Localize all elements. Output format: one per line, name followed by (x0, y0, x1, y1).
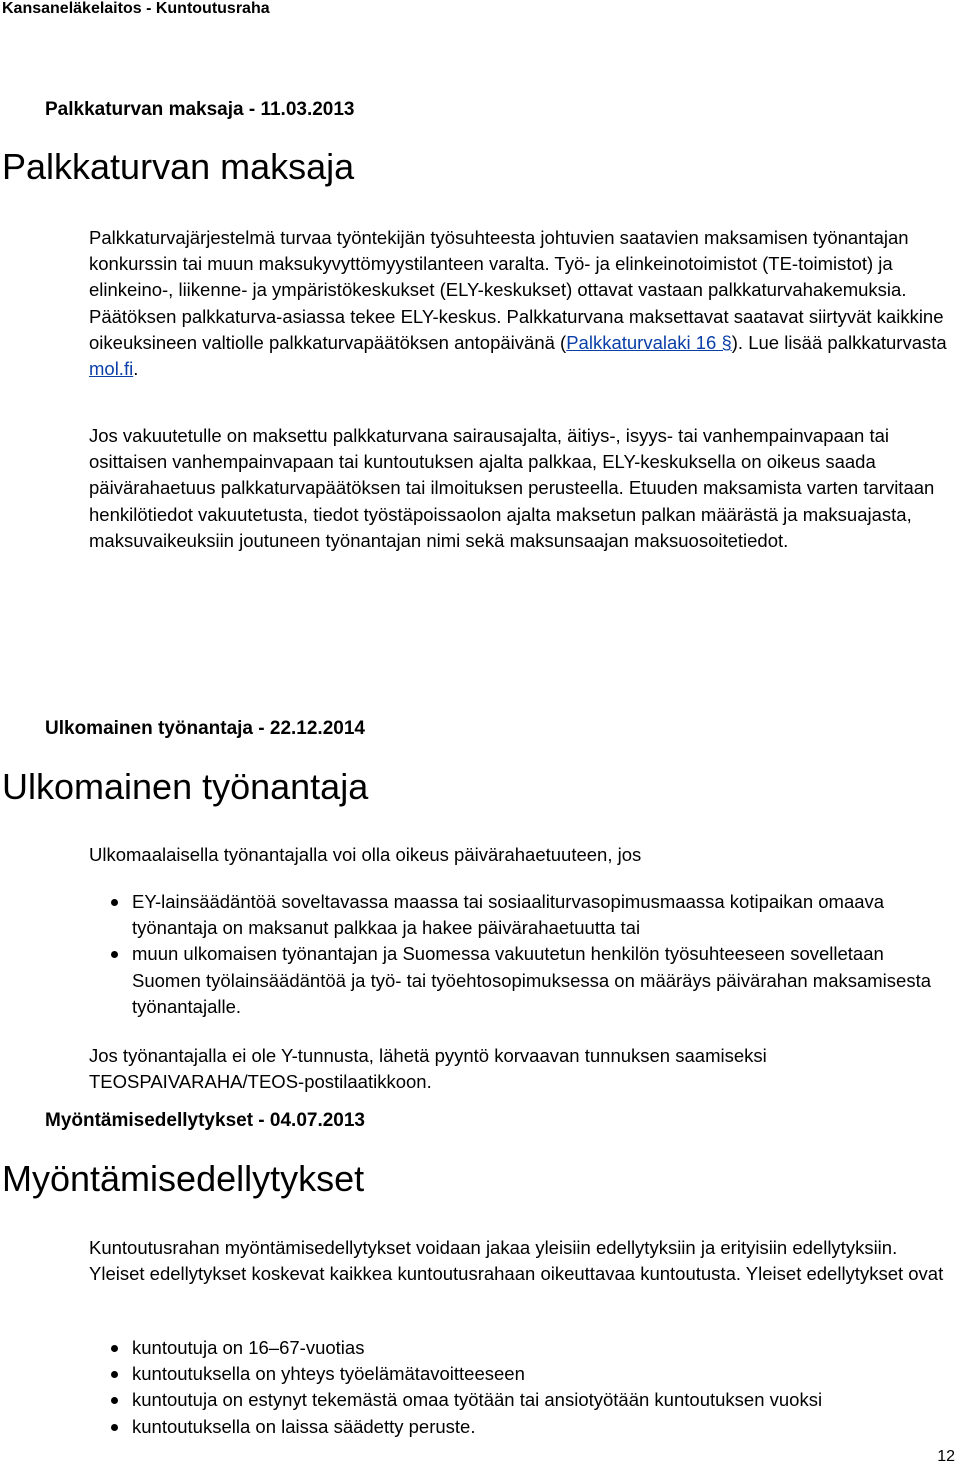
list-item: kuntoutuja on estynyt tekemästä omaa työtään tai ansiotyötään kuntoutuksen vuoksi (89, 1387, 951, 1413)
bullet-list (89, 1335, 951, 1440)
paragraph: Jos vakuutetulle on maksettu palkkaturvana sairausajalta, äitiys-, isyys- tai vanhempainvapaan tai osittaisen vanhempainvapaan tai kuntoutuksen ajalta palkkaa, ELY-keskuksella on oikeus saada päivärahaetuus palkkaturvapäätöksen tai ilmoituksen perusteella. Etuuden maksamista varten tarvitaan henkilötiedot vakuutetusta, tiedot työstäpoissaolon ajalta maksetun palkan määrästä ja maksuajasta, maksuvaikeuksiin joutuneen työnantajan nimi sekä maksunsaajan maksuosoitetiedot. (89, 425, 935, 551)
list-item: kuntoutuja on 16–67-vuotias (89, 1335, 951, 1361)
paragraph: Ulkomaalaisella työnantajalla voi olla oikeus päivärahaetuuteen, jos (89, 844, 642, 865)
list-item: muun ulkomaisen työnantajan ja Suomessa vakuutetun henkilön työsuhteeseen sovelletaan Suomen työlainsäädäntöä ja työ- tai työehtosopimuksessa on määräys päivärahan maksamisesta työnantajalle. (89, 941, 951, 1020)
section-title: Ulkomainen työnantaja (2, 766, 369, 807)
document-header: Kansaneläkelaitos - Kuntoutusraha (2, 0, 270, 17)
palkkaturvalaki-link[interactable]: Palkkaturvalaki 16 § (566, 331, 732, 353)
paragraph: Palkkaturvajärjestelmä turvaa työntekijän työsuhteesta johtuvien saatavien maksamisen työnantajan konkurssin tai muun maksukyvyttömyystilanteen varalta. Työ- ja elinkeinotoimistot (TE-toimistot) ja elinkeino-, liikenne- ja ympäristökeskukset (ELY-keskukset) ottavat vastaan palkkaturvahakemuksia. Päätöksen palkkaturva-asiassa tekee ELY-keskus. Palkkaturvana maksettavat saatavat siirtyvät kaikkine oikeuksineen valtiolle palkkaturvapäätöksen antopäivänä (Palkkaturvalaki 16 §). Lue lisää palkkaturvasta mol.fi. (89, 227, 947, 380)
bullet-list (89, 889, 951, 1020)
paragraph: Jos työnantajalla ei ole Y-tunnusta, lähetä pyyntö korvaavan tunnuksen saamiseksi TEOSPAIVARAHA/TEOS-postilaatikkoon. (89, 1045, 767, 1093)
section-date-line: Ulkomainen työnantaja - 22.12.2014 (45, 718, 365, 739)
list-item: EY-lainsäädäntöä soveltavassa maassa tai sosiaaliturvasopimusmaassa kotipaikan omaava työnantaja on maksanut palkkaa ja hakee päivärahaetuutta tai (89, 889, 951, 941)
section-date-line: Myöntämisedellytykset - 04.07.2013 (45, 1110, 366, 1131)
list-item: kuntoutuksella on laissa säädetty peruste. (89, 1414, 951, 1440)
paragraph: Kuntoutusrahan myöntämisedellytykset voidaan jakaa yleisiin edellytyksiin ja erityisiin edellytyksiin. Yleiset edellytykset koskevat kaikkea kuntoutusrahaan oikeuttavaa kuntoutusta. Yleiset edellytykset ovat (89, 1237, 944, 1285)
section-date-line: Palkkaturvan maksaja - 11.03.2013 (45, 99, 355, 120)
section-title: Myöntämisedellytykset (2, 1158, 365, 1199)
mol-fi-link[interactable]: mol.fi (89, 358, 134, 380)
list-item: kuntoutuksella on yhteys työelämätavoitteeseen (89, 1361, 951, 1387)
page-number: 12 (937, 1448, 955, 1465)
section-title: Palkkaturvan maksaja (2, 146, 355, 187)
